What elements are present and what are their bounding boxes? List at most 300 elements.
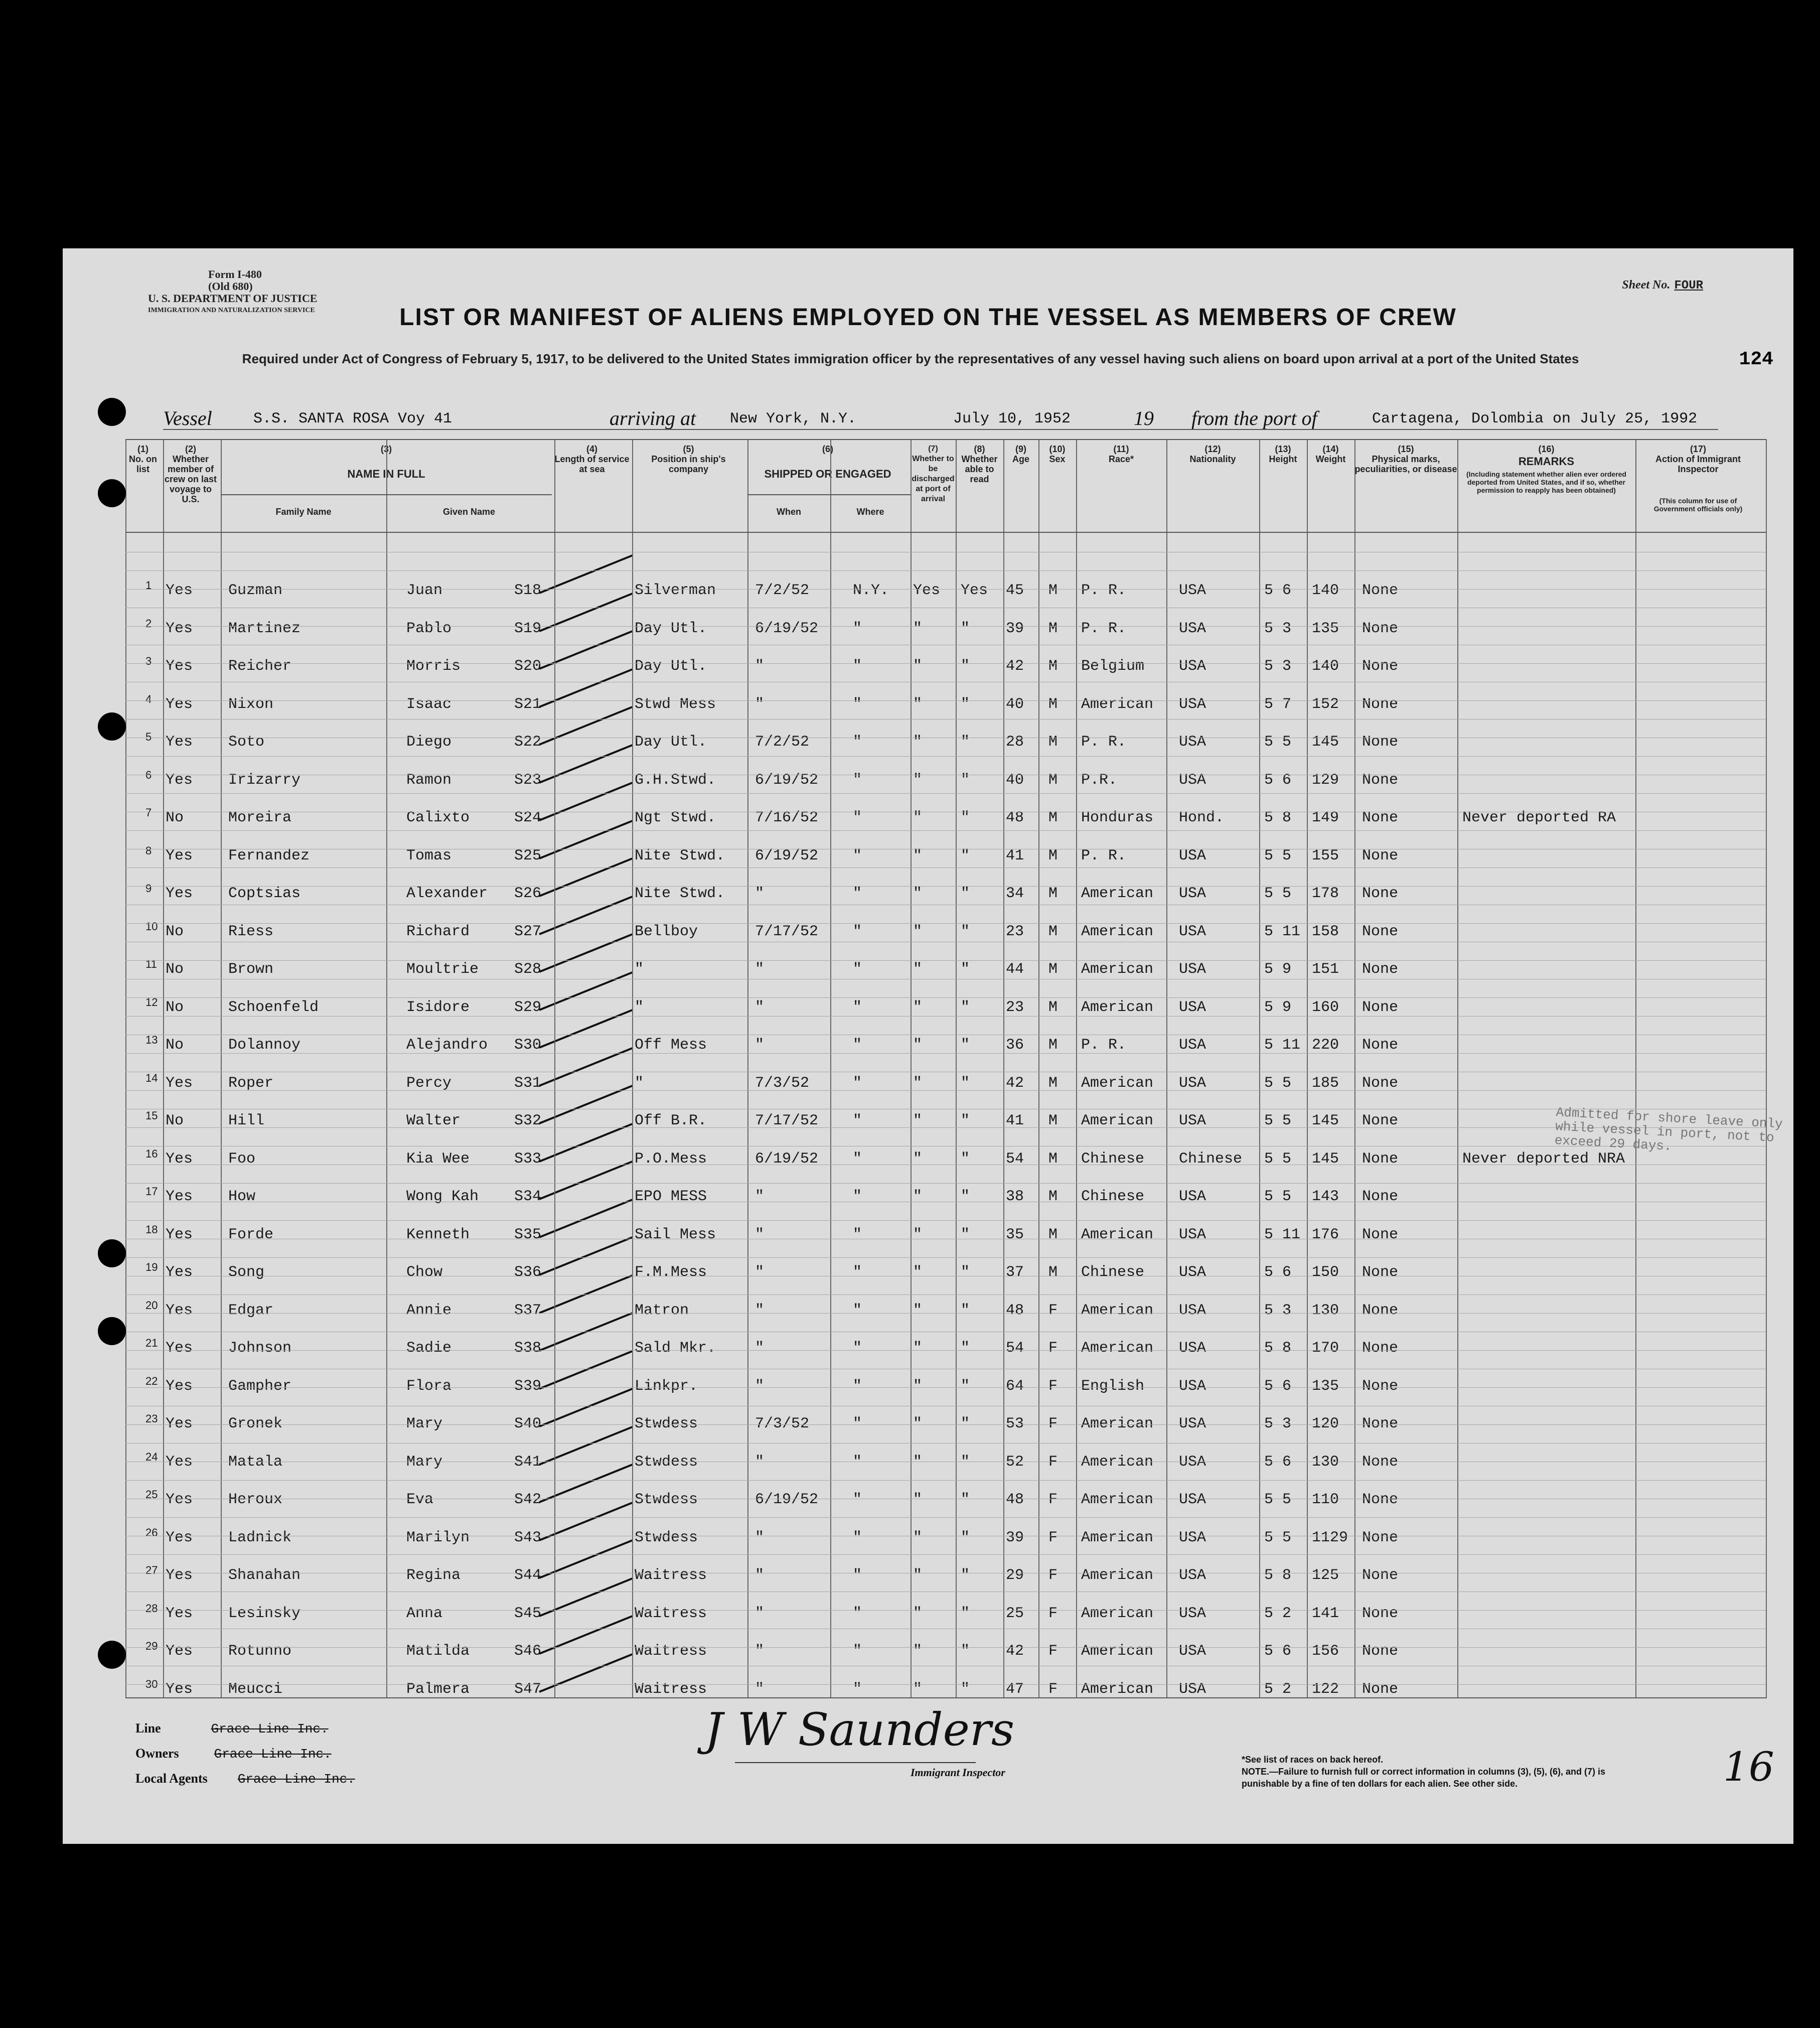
ruled-line [125,1647,1766,1648]
ruled-line [125,1591,1766,1592]
position: Day Utl. [635,658,707,675]
prev-voyage: Yes [166,1453,193,1471]
shipped-when: " [755,695,765,713]
header-weight: (14) Weight [1315,444,1346,464]
family-name: How [228,1188,256,1205]
prev-voyage: Yes [166,1188,193,1205]
position: " [635,961,644,978]
sex: M [1048,961,1058,978]
shipped-where: " [853,1453,862,1471]
age: 64 [1006,1377,1024,1395]
service-length: S23 [514,771,542,789]
position: Day Utl. [635,734,707,751]
check-mark [539,971,633,1011]
column-rule [125,439,126,1698]
form-number: Form I-480 [208,268,262,280]
given-name: Anna [406,1605,443,1622]
row-number: 16 [145,1147,158,1160]
shipped-where: " [853,1226,862,1243]
able-to-read: " [961,1415,970,1432]
row-number: 1 [145,579,152,592]
discharged: " [913,1112,923,1129]
height: 5 8 [1264,1567,1292,1584]
header-rule [125,532,1766,533]
service-length: S19 [514,620,542,637]
given-name: Eva [406,1491,434,1508]
service-length: S18 [514,582,542,599]
row-number: 25 [145,1488,158,1501]
family-name: Forde [228,1226,274,1243]
physical-marks: None [1362,658,1399,675]
position: Stwdess [635,1453,698,1471]
discharged: " [913,1188,923,1205]
shipped-when: 7/17/52 [755,1112,819,1129]
height: 5 9 [1264,961,1292,978]
family-name: Riess [228,923,274,940]
age: 29 [1006,1567,1024,1584]
header-name-num: (3) [381,444,392,454]
footer-owners [135,1746,332,1762]
column-rule [1307,439,1308,1698]
position: Off Mess [635,1037,707,1054]
shipped-where: " [853,1567,862,1584]
prev-voyage: Yes [166,1074,193,1092]
height: 5 6 [1264,1643,1292,1660]
discharged: " [913,847,923,864]
physical-marks: None [1362,1643,1399,1660]
check-mark [539,1350,633,1390]
shipped-when: " [755,998,765,1016]
position: P.O.Mess [635,1150,707,1168]
prev-voyage: Yes [166,1529,193,1546]
weight: 178 [1312,885,1339,902]
header-sex: (10) Sex [1049,444,1066,464]
able-to-read: " [961,1680,970,1698]
given-name: Calixto [406,809,470,826]
service-length: S46 [514,1643,542,1660]
service-length: S38 [514,1340,542,1357]
weight: 130 [1312,1301,1339,1319]
given-name: Kia Wee [406,1150,470,1168]
height: 5 6 [1264,582,1292,599]
ruled-line [125,1610,1766,1611]
shipped-when: " [755,885,765,902]
able-to-read: " [961,1491,970,1508]
sex: M [1048,998,1058,1016]
inspector-label: Immigrant Inspector [911,1766,1005,1779]
table-bottom-rule [125,1697,1766,1698]
family-name: Fernandez [228,847,310,864]
check-mark [539,706,633,746]
header-name-in-full: NAME IN FULL [347,468,425,480]
physical-marks: None [1362,1074,1399,1092]
given-name: Percy [406,1074,452,1092]
family-name: Roper [228,1074,274,1092]
document-subtitle: Required under Act of Congress of February 5, 1917, to be delivered to the United States immigration officer by the representatives of any vessel having such aliens on board upon arrival at a port of the United States [242,351,1579,366]
prev-voyage: Yes [166,1605,193,1622]
ruled-line [125,1183,1766,1184]
row-number: 14 [145,1071,158,1084]
row-number: 3 [145,655,152,667]
check-mark [539,1009,633,1049]
position: G.H.Stwd. [635,771,716,789]
shipped-where: " [853,1680,862,1698]
physical-marks: None [1362,1605,1399,1622]
physical-marks: None [1362,1340,1399,1357]
row-number: 9 [145,882,152,895]
physical-marks: None [1362,771,1399,789]
ruled-line [125,1313,1766,1314]
check-mark [539,1653,633,1693]
row-number: 12 [145,995,158,1008]
sex: M [1048,1188,1058,1205]
physical-marks: None [1362,847,1399,864]
header-remarks-num: (16) [1538,444,1555,454]
service-length: S47 [514,1680,542,1698]
shipped-where: " [853,961,862,978]
height: 5 5 [1264,1074,1292,1092]
nationality: USA [1179,734,1206,751]
prev-voyage: Yes [166,1567,193,1584]
height: 5 8 [1264,809,1292,826]
discharged: " [913,658,923,675]
race: American [1081,1112,1154,1129]
physical-marks: None [1362,1529,1399,1546]
shipped-where: " [853,885,862,902]
sex: F [1048,1301,1058,1319]
weight: 145 [1312,1112,1339,1129]
agents-value: Grace Line Inc. [237,1772,355,1787]
discharged: " [913,1074,923,1092]
vessel-line [163,406,1718,431]
family-name: Matala [228,1453,283,1471]
column-rule [1635,439,1636,1698]
ruled-line [125,960,1766,961]
position: Stwdess [635,1415,698,1432]
crew-table [125,439,1766,1698]
row-number: 17 [145,1185,158,1198]
given-name: Juan [406,582,443,599]
shipped-when: " [755,658,765,675]
weight: 185 [1312,1074,1339,1092]
ruled-line [125,700,1766,701]
column-rule [1166,439,1167,1698]
ruled-line [125,1424,1766,1425]
shipped-when: 7/3/52 [755,1074,810,1092]
agents-label: Local Agents [135,1771,208,1786]
sex: F [1048,1529,1058,1546]
discharged: " [913,1377,923,1395]
header-family-name: Family Name [275,507,332,517]
given-name: Sadie [406,1340,452,1357]
nationality: USA [1179,961,1206,978]
age: 28 [1006,734,1024,751]
weight: 220 [1312,1037,1339,1054]
column-rule [1259,439,1260,1698]
discharged: " [913,1226,923,1243]
race: American [1081,1491,1154,1508]
family-name: Moreira [228,809,292,826]
race: Chinese [1081,1264,1145,1281]
row-number: 19 [145,1261,158,1273]
age: 54 [1006,1340,1024,1357]
weight: 145 [1312,734,1339,751]
vessel-label: Vessel [163,407,212,429]
given-name: Alejandro [406,1037,488,1054]
row-number: 23 [145,1412,158,1425]
column-rule [163,439,164,1698]
from-port-value: Cartagena, Dolombia on July 25, 1992 [1372,410,1698,427]
physical-marks: None [1362,1188,1399,1205]
header-remarks-note: (Including statement whether alien ever ordered deported from United States, and if so, whether permission to reapply has been obtained) [1466,470,1626,494]
check-mark [539,554,633,594]
row-number: 15 [145,1109,158,1122]
weight: 135 [1312,620,1339,637]
sex: M [1048,923,1058,940]
age: 48 [1006,1301,1024,1319]
able-to-read: " [961,809,970,826]
family-name: Dolannoy [228,1037,301,1054]
punch-hole [98,479,126,507]
footer-line [135,1721,329,1736]
age: 42 [1006,1074,1024,1092]
shipped-when: " [755,1188,765,1205]
able-to-read: " [961,620,970,637]
weight: 160 [1312,998,1339,1016]
nationality: USA [1179,1340,1206,1357]
manifest-sheet [63,248,1793,1844]
check-mark [539,1502,633,1541]
age: 54 [1006,1150,1024,1168]
race: American [1081,961,1154,978]
ruled-line [125,997,1766,998]
shipped-where: " [853,1415,862,1432]
ruled-line [125,867,1766,868]
header-length-service: (4) Length of service at sea [554,444,630,474]
able-to-read: " [961,695,970,713]
age: 48 [1006,809,1024,826]
age: 39 [1006,1529,1024,1546]
age: 48 [1006,1491,1024,1508]
position: Stwdess [635,1529,698,1546]
nationality: USA [1179,1491,1206,1508]
sex: M [1048,1264,1058,1281]
ruled-line [125,1517,1766,1518]
ruled-line [125,1684,1766,1685]
ruled-line [125,1294,1766,1295]
given-name: Regina [406,1567,461,1584]
nationality: USA [1179,1112,1206,1129]
prev-voyage: Yes [166,1226,193,1243]
able-to-read: " [961,885,970,902]
nationality: USA [1179,1567,1206,1584]
prev-voyage: Yes [166,582,193,599]
given-name: Marilyn [406,1529,470,1546]
from-port-label: from the port of [1191,407,1317,429]
race: P. R. [1081,734,1127,751]
header-action: (17) Action of Immigrant Inspector [1655,444,1741,474]
position: Waitress [635,1605,707,1622]
shipped-when: 6/19/52 [755,1491,819,1508]
discharged: Yes [913,582,941,599]
weight: 130 [1312,1453,1339,1471]
row-number: 18 [145,1223,158,1236]
race: American [1081,1567,1154,1584]
sex: M [1048,734,1058,751]
given-name: Tomas [406,847,452,864]
able-to-read: " [961,923,970,940]
sex: M [1048,1112,1058,1129]
ruled-line [125,1127,1766,1128]
given-name: Isaac [406,695,452,713]
punch-hole [98,1317,126,1345]
discharged: " [913,1340,923,1357]
age: 41 [1006,1112,1024,1129]
age: 40 [1006,771,1024,789]
position: Stwdess [635,1491,698,1508]
age: 44 [1006,961,1024,978]
able-to-read: " [961,1453,970,1471]
shipped-where: " [853,1264,862,1281]
sex: M [1048,809,1058,826]
given-name: Diego [406,734,452,751]
sheet-number-value: FOUR [1674,279,1703,293]
header-action-note: (This column for use of Government officials only) [1653,497,1743,513]
ruled-line [125,1554,1766,1555]
able-to-read: Yes [961,582,988,599]
column-rule [1766,439,1767,1698]
check-mark [539,896,633,935]
discharged: " [913,1150,923,1168]
column-rule [386,439,387,1698]
shipped-when: " [755,1680,765,1698]
physical-marks: None [1362,620,1399,637]
row-number: 29 [145,1640,158,1652]
punch-hole [98,712,126,741]
row-number: 28 [145,1602,158,1615]
sex: F [1048,1377,1058,1395]
check-mark [539,820,633,859]
nationality: Chinese [1179,1150,1243,1168]
header-prev-voyage: (2) Whether member of crew on last voyage to U.S. [164,444,217,504]
service-length: S45 [514,1605,542,1622]
race: American [1081,1680,1154,1698]
physical-marks: None [1362,1226,1399,1243]
service-length: S39 [514,1377,542,1395]
given-name: Kenneth [406,1226,470,1243]
able-to-read: " [961,1226,970,1243]
check-mark [539,630,633,670]
sex: F [1048,1605,1058,1622]
prev-voyage: Yes [166,1643,193,1660]
shipped-when: " [755,1605,765,1622]
race: American [1081,1643,1154,1660]
family-name: Heroux [228,1491,283,1508]
check-mark [539,1464,633,1503]
family-name: Johnson [228,1340,292,1357]
column-rule [221,439,222,1698]
race: American [1081,998,1154,1016]
able-to-read: " [961,1301,970,1319]
service-length: S30 [514,1037,542,1054]
position: Waitress [635,1567,707,1584]
header-when: When [777,507,801,517]
able-to-read: " [961,1150,970,1168]
shipped-when: 6/19/52 [755,847,819,864]
age: 35 [1006,1226,1024,1243]
prev-voyage: Yes [166,620,193,637]
height: 5 6 [1264,1453,1292,1471]
check-mark [539,1236,633,1276]
prev-voyage: Yes [166,771,193,789]
service-length: S32 [514,1112,542,1129]
shipped-where: " [853,1491,862,1508]
owners-value: Grace Line Inc. [214,1747,332,1762]
age: 45 [1006,582,1024,599]
race: American [1081,885,1154,902]
header-race: (11) Race* [1108,444,1134,464]
given-name: Richard [406,923,470,940]
position: " [635,1074,644,1092]
sex: F [1048,1680,1058,1698]
ruled-line [125,1053,1766,1054]
weight: 1129 [1312,1529,1348,1546]
height: 5 2 [1264,1605,1292,1622]
shipped-where: " [853,1301,862,1319]
service-length: S40 [514,1415,542,1432]
age: 38 [1006,1188,1024,1205]
header-where: Where [856,507,884,517]
nationality: USA [1179,1264,1206,1281]
header-position: (5) Position in ship's company [651,444,726,474]
race: P.R. [1081,771,1118,789]
family-name: Foo [228,1150,256,1168]
height: 5 3 [1264,1415,1292,1432]
ruled-line [125,793,1766,794]
service-length: S42 [514,1491,542,1508]
prev-voyage: No [166,998,184,1016]
race: P. R. [1081,582,1127,599]
line-label: Line [135,1721,161,1735]
shipped-where: " [853,809,862,826]
prev-voyage: Yes [166,1680,193,1698]
row-number: 11 [145,958,157,970]
header-shipped-engaged: SHIPPED OR ENGAGED [764,468,891,480]
position: Linkpr. [635,1377,698,1395]
nationality: USA [1179,582,1206,599]
ruled-line [125,756,1766,757]
shipped-where: " [853,1037,862,1054]
column-rule [1354,439,1355,1698]
family-name: Soto [228,734,265,751]
shipped-where: " [853,695,862,713]
shipped-where: " [853,998,862,1016]
shipped-where: " [853,1074,862,1092]
weight: 151 [1312,961,1339,978]
row-number: 6 [145,768,152,781]
ruled-line [125,1387,1766,1388]
header-shipped-num: (6) [822,444,833,454]
nationality: USA [1179,1037,1206,1054]
ruled-line [125,923,1766,924]
nationality: USA [1179,1074,1206,1092]
shipped-when: " [755,1529,765,1546]
column-rule [830,439,831,1698]
service-length: S44 [514,1567,542,1584]
header-able-read: (8) Whether able to read [961,444,998,484]
weight: 120 [1312,1415,1339,1432]
prev-voyage: No [166,1037,184,1054]
